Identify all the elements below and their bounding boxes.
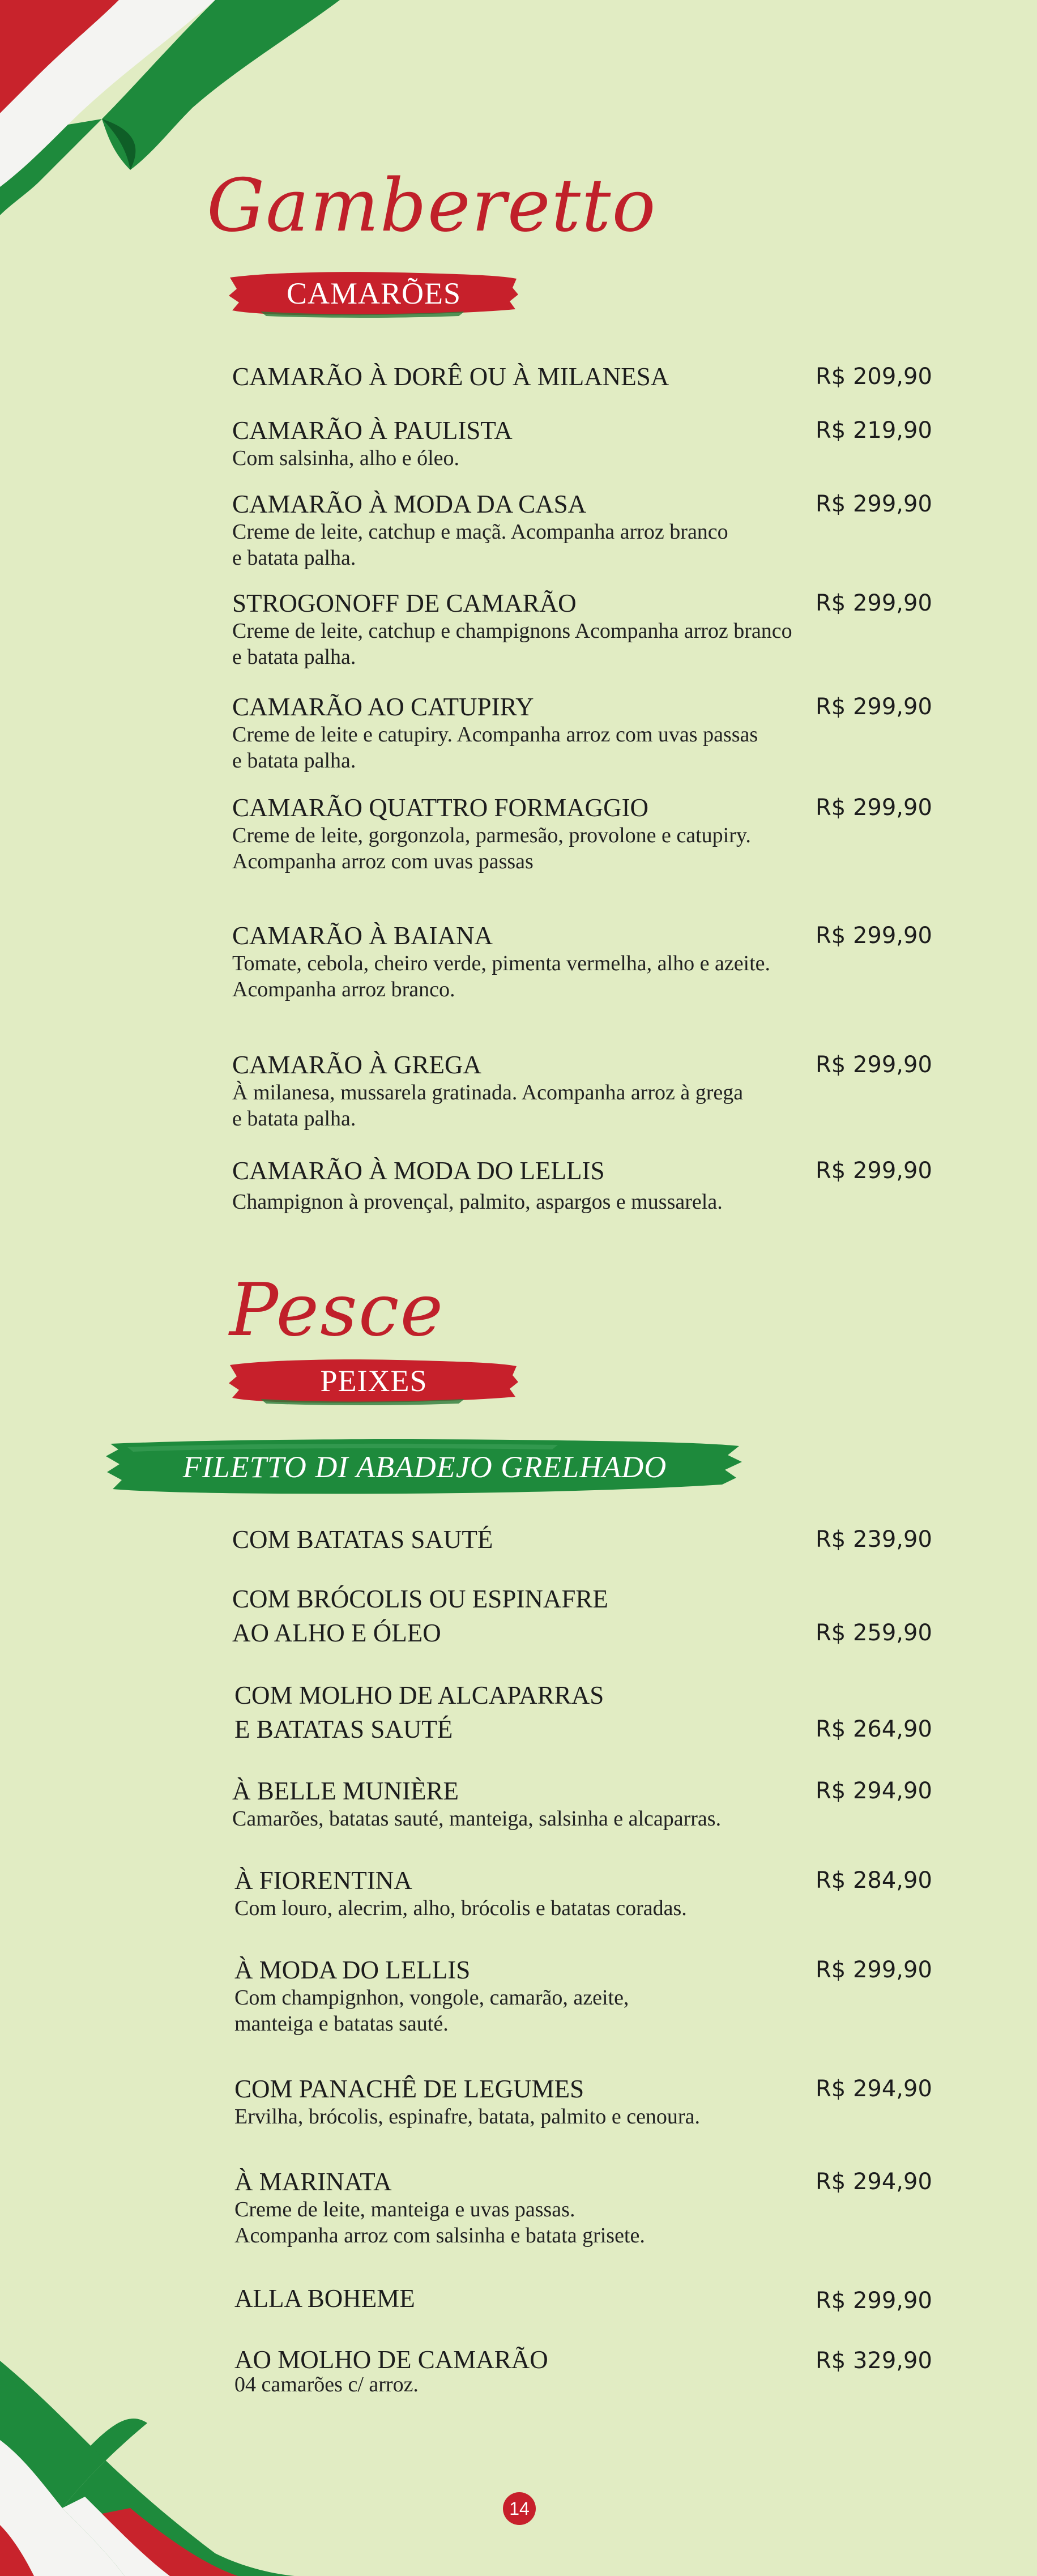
- menu-item: [234, 2281, 942, 2315]
- page-number-badge: 14: [503, 2492, 536, 2525]
- section-script-title-gamberetto: Gamberetto: [207, 164, 657, 248]
- menu-item-name: À MODA DO LELLIS: [234, 1956, 471, 1984]
- menu-item-name: CAMARÃO À DORÊ OU À MILANESA: [232, 362, 669, 391]
- menu-item: [234, 1953, 942, 2037]
- menu-item-name: CAMARÃO À BAIANA: [232, 922, 493, 950]
- menu-item: [234, 1678, 942, 1746]
- menu-item-price: R$ 299,90: [816, 1957, 932, 1983]
- section-banner-label: CAMARÕES: [286, 276, 462, 310]
- menu-item-price: R$ 299,90: [816, 795, 932, 821]
- menu-item: [232, 586, 940, 670]
- menu-item: [232, 791, 940, 875]
- menu-item-price: R$ 259,90: [816, 1620, 932, 1646]
- menu-item-description: Creme de leite, catchup e champignons Acompanha arroz branco e batata palha.: [232, 619, 792, 669]
- menu-item-name: CAMARÃO QUATTRO FORMAGGIO: [232, 794, 649, 822]
- menu-item: [232, 487, 940, 571]
- menu-item-name: CAMARÃO À PAULISTA: [232, 416, 513, 445]
- menu-item-price: R$ 299,90: [816, 590, 932, 616]
- menu-item: [232, 1048, 940, 1132]
- menu-item: [232, 360, 940, 394]
- subheading-banner-filetto: [105, 1436, 745, 1498]
- menu-item-name: CAMARÃO À GREGA: [232, 1051, 482, 1079]
- menu-item: [234, 2344, 942, 2396]
- menu-item-name: ALLA BOHEME: [234, 2284, 415, 2313]
- menu-item-description: 04 camarões c/ arroz.: [234, 2373, 419, 2396]
- menu-item-name: COM BATATAS SAUTÉ: [232, 1525, 493, 1554]
- menu-item: [234, 2165, 942, 2249]
- menu-item-name: CAMARÃO AO CATUPIRY: [232, 693, 534, 721]
- menu-item-name: À BELLE MUNIÈRE: [232, 1777, 459, 1805]
- section-banner-peixes: [227, 1354, 521, 1408]
- menu-item: [232, 413, 940, 471]
- menu-item-price: R$ 299,90: [816, 491, 932, 517]
- section-banner-camaroes: [227, 266, 521, 320]
- menu-item-price: R$ 299,90: [816, 1052, 932, 1078]
- menu-item-description: Creme de leite, catchup e maçã. Acompanha arroz branco e batata palha.: [232, 520, 728, 570]
- menu-item-name: COM MOLHO DE ALCAPARRAS E BATATAS SAUTÉ: [234, 1681, 604, 1743]
- menu-item-description: Com louro, alecrim, alho, brócolis e batatas coradas.: [234, 1896, 687, 1920]
- menu-item: [232, 1154, 940, 1215]
- menu-item-price: R$ 219,90: [816, 417, 932, 443]
- menu-item-description: Tomate, cebola, cheiro verde, pimenta vermelha, alho e azeite. Acompanha arroz branco.: [232, 952, 771, 1001]
- menu-item-price: R$ 239,90: [816, 1526, 932, 1553]
- menu-item-price: R$ 299,90: [816, 1158, 932, 1184]
- menu-item-description: Creme de leite, manteiga e uvas passas. Acompanha arroz com salsinha e batata grisete.: [234, 2198, 645, 2247]
- subheading-label: FILETTO DI ABADEJO GRELHADO: [182, 1450, 667, 1484]
- menu-item-description: Champignon à provençal, palmito, aspargos e mussarela.: [232, 1190, 723, 1214]
- menu-item: [232, 919, 940, 1003]
- menu-item: [232, 1522, 940, 1556]
- menu-item-description: Creme de leite e catupiry. Acompanha arroz com uvas passas e batata palha.: [232, 723, 758, 773]
- menu-item-price: R$ 294,90: [816, 1778, 932, 1804]
- menu-item: [234, 2072, 942, 2130]
- menu-item-name: COM PANACHÊ DE LEGUMES: [234, 2075, 584, 2103]
- menu-item-price: R$ 299,90: [816, 694, 932, 720]
- menu-item-price: R$ 264,90: [816, 1716, 932, 1742]
- menu-item: [234, 1863, 942, 1921]
- menu-item-name: AO MOLHO DE CAMARÃO: [234, 2345, 548, 2374]
- section-script-title-pesce: Pesce: [229, 1268, 445, 1353]
- menu-item-description: Camarões, batatas sauté, manteiga, salsinha e alcaparras.: [232, 1807, 722, 1831]
- menu-item-price: R$ 329,90: [816, 2348, 932, 2374]
- menu-item-price: R$ 299,90: [816, 2288, 932, 2314]
- menu-item-name: STROGONOFF DE CAMARÃO: [232, 589, 577, 617]
- menu-item-description: Creme de leite, gorgonzola, parmesão, provolone e catupiry. Acompanha arroz com uvas passas: [232, 824, 751, 873]
- menu-item-price: R$ 284,90: [816, 1867, 932, 1893]
- menu-item: [232, 1774, 940, 1832]
- section-banner-label: PEIXES: [320, 1363, 428, 1398]
- menu-item-price: R$ 294,90: [816, 2169, 932, 2195]
- menu-item: [232, 690, 940, 774]
- menu-item-name: CAMARÃO À MODA DO LELLIS: [232, 1157, 605, 1185]
- menu-item-description: À milanesa, mussarela gratinada. Acompanha arroz à grega e batata palha.: [232, 1081, 744, 1131]
- menu-item-description: Com salsinha, alho e óleo.: [232, 446, 460, 470]
- menu-item: [232, 1582, 940, 1650]
- menu-item-description: Com champignhon, vongole, camarão, azeite, manteiga e batatas sauté.: [234, 1986, 629, 2036]
- menu-item-price: R$ 294,90: [816, 2076, 932, 2102]
- menu-item-name: À FIORENTINA: [234, 1866, 412, 1895]
- menu-item-name: À MARINATA: [234, 2168, 392, 2196]
- menu-item-name: CAMARÃO À MODA DA CASA: [232, 490, 587, 518]
- menu-item-price: R$ 299,90: [816, 923, 932, 949]
- menu-item-name: COM BRÓCOLIS OU ESPINAFRE AO ALHO E ÓLEO: [232, 1585, 608, 1647]
- menu-item-price: R$ 209,90: [816, 364, 932, 390]
- menu-item-description: Ervilha, brócolis, espinafre, batata, palmito e cenoura.: [234, 2105, 700, 2129]
